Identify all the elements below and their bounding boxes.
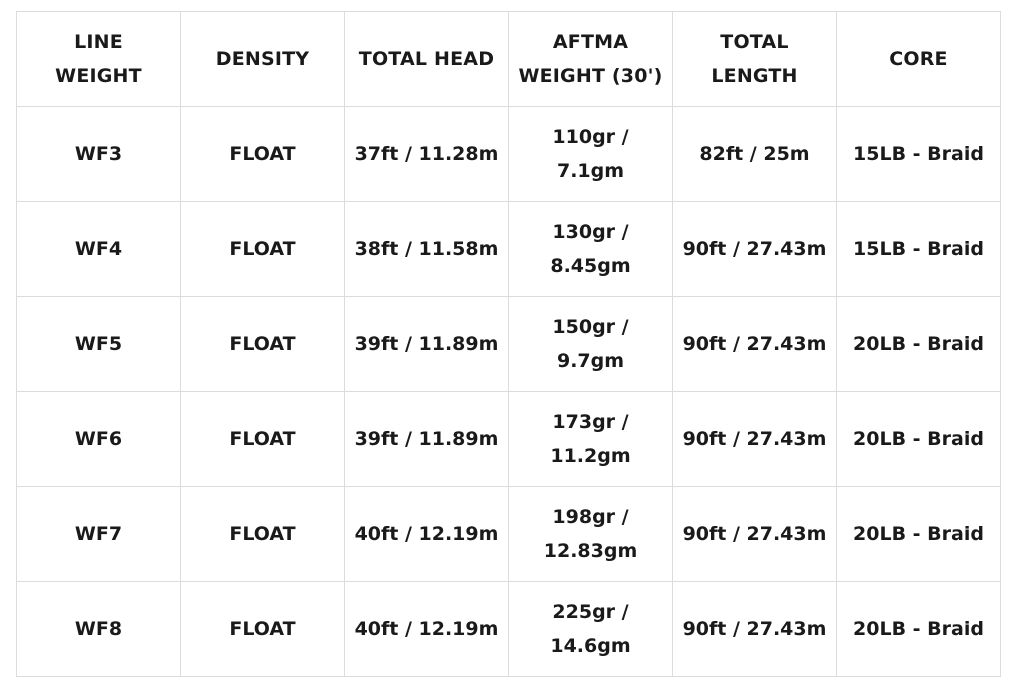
cell-aftma-weight (509, 202, 673, 297)
cell-aftma-grams: 7.1gm (556, 160, 625, 182)
cell-density: FLOAT (181, 297, 345, 392)
cell-line-weight: WF3 (17, 107, 181, 202)
cell-aftma-weight (509, 487, 673, 582)
header-aftma-weight (509, 12, 673, 107)
cell-total-head: 40ft / 12.19m (345, 487, 509, 582)
cell-line-weight: WF5 (17, 297, 181, 392)
cell-core: 20LB - Braid (837, 392, 1001, 487)
cell-aftma-grams: 14.6gm (550, 635, 631, 657)
header-core (837, 12, 1001, 107)
cell-density: FLOAT (181, 582, 345, 677)
table-row (17, 487, 1001, 582)
cell-core: 20LB - Braid (837, 487, 1001, 582)
cell-total-length: 90ft / 27.43m (673, 582, 837, 677)
cell-total-length: 90ft / 27.43m (673, 297, 837, 392)
cell-line-weight: WF4 (17, 202, 181, 297)
cell-total-length: 90ft / 27.43m (673, 392, 837, 487)
table-header (17, 12, 1001, 107)
cell-aftma-weight (509, 582, 673, 677)
cell-core: 20LB - Braid (837, 297, 1001, 392)
cell-aftma-grams: 12.83gm (543, 540, 638, 562)
cell-line-weight: WF6 (17, 392, 181, 487)
cell-total-head: 39ft / 11.89m (345, 297, 509, 392)
cell-core: 15LB - Braid (837, 107, 1001, 202)
cell-total-length: 82ft / 25m (673, 107, 837, 202)
cell-density: FLOAT (181, 202, 345, 297)
cell-aftma-grains: 225gr / (552, 601, 629, 623)
cell-total-length: 90ft / 27.43m (673, 202, 837, 297)
cell-density: FLOAT (181, 392, 345, 487)
cell-line-weight: WF8 (17, 582, 181, 677)
table-row (17, 392, 1001, 487)
header-aftma-line1: AFTMA (552, 31, 629, 53)
cell-aftma-grains: 110gr / (552, 126, 629, 148)
header-line-weight (17, 12, 181, 107)
cell-aftma-weight (509, 392, 673, 487)
cell-aftma-grams: 11.2gm (550, 445, 631, 467)
cell-total-head: 38ft / 11.58m (345, 202, 509, 297)
header-aftma-line2: WEIGHT (30') (518, 65, 663, 87)
cell-total-length: 90ft / 27.43m (673, 487, 837, 582)
header-total-length (673, 12, 837, 107)
table-body (17, 107, 1001, 677)
cell-aftma-grams: 8.45gm (550, 255, 631, 277)
header-line-weight-line2: WEIGHT (55, 65, 142, 87)
fly-line-spec-table (16, 11, 1001, 677)
cell-total-head: 39ft / 11.89m (345, 392, 509, 487)
table-row (17, 107, 1001, 202)
cell-line-weight: WF7 (17, 487, 181, 582)
cell-aftma-grains: 130gr / (552, 221, 629, 243)
header-total-length-line1: TOTAL (720, 31, 789, 53)
cell-total-head: 40ft / 12.19m (345, 582, 509, 677)
cell-aftma-grams: 9.7gm (556, 350, 625, 372)
table-row (17, 297, 1001, 392)
table-row (17, 202, 1001, 297)
cell-core: 15LB - Braid (837, 202, 1001, 297)
header-total-length-line2: LENGTH (711, 65, 798, 87)
cell-density: FLOAT (181, 107, 345, 202)
cell-aftma-weight (509, 297, 673, 392)
header-total-head (345, 12, 509, 107)
header-row (17, 12, 1001, 107)
header-total-head-label: TOTAL HEAD (358, 48, 495, 70)
table-row (17, 582, 1001, 677)
cell-aftma-grains: 173gr / (552, 411, 629, 433)
cell-aftma-grains: 150gr / (552, 316, 629, 338)
header-line-weight-line1: LINE (74, 31, 123, 53)
header-density-label: DENSITY (215, 48, 310, 70)
header-density (181, 12, 345, 107)
cell-total-head: 37ft / 11.28m (345, 107, 509, 202)
cell-aftma-weight (509, 107, 673, 202)
cell-aftma-grains: 198gr / (552, 506, 629, 528)
cell-core: 20LB - Braid (837, 582, 1001, 677)
header-core-label: CORE (889, 48, 948, 70)
cell-density: FLOAT (181, 487, 345, 582)
